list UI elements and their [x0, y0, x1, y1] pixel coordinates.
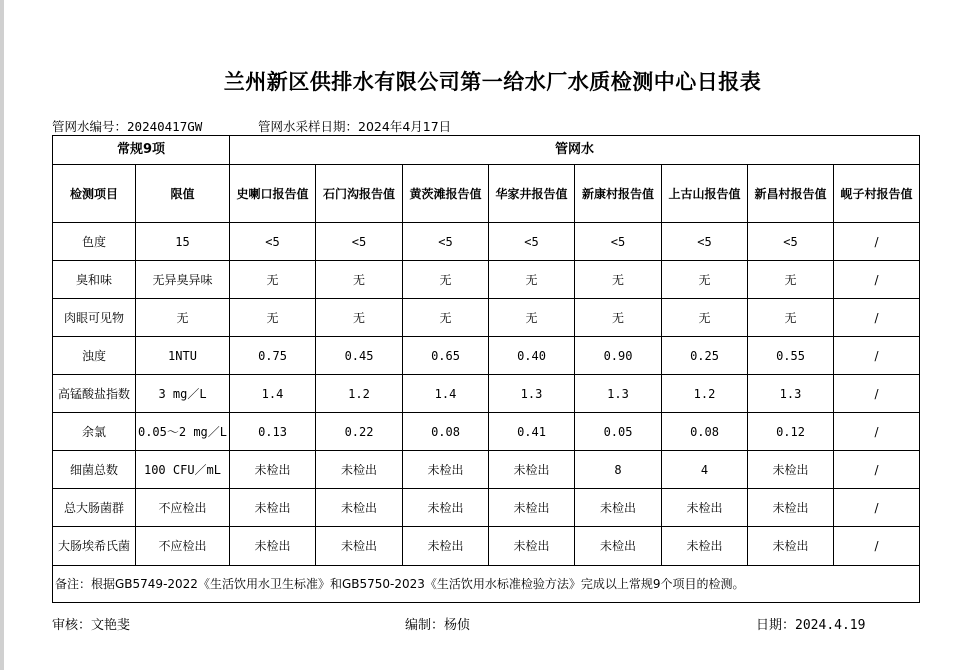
col-header-site: 上古山报告值 [662, 165, 748, 223]
footer-reviewer [52, 614, 130, 633]
row-value: 未检出 [662, 489, 748, 527]
table-row [53, 337, 920, 375]
row-value: / [834, 375, 920, 413]
row-value: / [834, 337, 920, 375]
row-item-name: 肉眼可见物 [53, 299, 136, 337]
editor-label: 编制： [405, 618, 445, 633]
row-value: 未检出 [316, 527, 403, 566]
row-value: 0.40 [489, 337, 575, 375]
row-value: 4 [662, 451, 748, 489]
row-value: 无 [748, 299, 834, 337]
row-value: / [834, 299, 920, 337]
row-value: / [834, 489, 920, 527]
editor-name: 杨侦 [444, 618, 471, 633]
row-value: 未检出 [403, 527, 489, 566]
row-value: 未检出 [489, 451, 575, 489]
row-limit: 不应检出 [136, 527, 230, 566]
row-value: 0.22 [316, 413, 403, 451]
row-value: 无 [662, 299, 748, 337]
col-header-site: 黄茨滩报告值 [403, 165, 489, 223]
row-item-name: 余氯 [53, 413, 136, 451]
row-value: / [834, 451, 920, 489]
row-value: 未检出 [403, 489, 489, 527]
row-value: 0.55 [748, 337, 834, 375]
row-value: <5 [403, 223, 489, 261]
row-value: 未检出 [575, 527, 662, 566]
row-item-name: 细菌总数 [53, 451, 136, 489]
row-value: 0.65 [403, 337, 489, 375]
row-value: 1.2 [316, 375, 403, 413]
col-header-site: 史喇口报告值 [230, 165, 316, 223]
report-date: 2024.4.19 [795, 618, 866, 633]
row-value: <5 [575, 223, 662, 261]
table-row [53, 413, 920, 451]
row-limit: 100 CFU／mL [136, 451, 230, 489]
row-value: / [834, 261, 920, 299]
date-label: 日期： [756, 618, 796, 633]
row-value: 无 [316, 261, 403, 299]
sample-date-value: 2024年4月17日 [358, 119, 452, 134]
row-value: 未检出 [316, 451, 403, 489]
row-value: 未检出 [403, 451, 489, 489]
row-value: / [834, 413, 920, 451]
row-value: 0.75 [230, 337, 316, 375]
row-value: 无 [575, 261, 662, 299]
group-header-routine: 常规9项 [53, 136, 230, 165]
water-quality-table [52, 135, 920, 603]
reviewer-label: 审核： [52, 618, 92, 633]
row-value: 无 [403, 261, 489, 299]
row-value: 无 [489, 299, 575, 337]
row-value: 无 [662, 261, 748, 299]
footer-date [756, 614, 865, 633]
footer-editor [405, 614, 470, 633]
row-value: 0.08 [403, 413, 489, 451]
row-value: 未检出 [489, 527, 575, 566]
row-value: / [834, 223, 920, 261]
row-limit: 不应检出 [136, 489, 230, 527]
sample-id [52, 117, 202, 135]
row-item-name: 浊度 [53, 337, 136, 375]
note-text: 备注：根据GB5749-2022《生活饮用水卫生标准》和GB5750-2023《生活饮用水标准检验方法》完成以上常规9个项目的检测。 [53, 566, 920, 603]
row-item-name: 总大肠菌群 [53, 489, 136, 527]
row-value: 未检出 [230, 489, 316, 527]
table-row [53, 527, 920, 566]
reviewer-name: 文艳斐 [91, 618, 131, 633]
page-edge [0, 0, 4, 670]
row-value: 未检出 [662, 527, 748, 566]
col-header-site: 石门沟报告值 [316, 165, 403, 223]
row-value: 未检出 [748, 489, 834, 527]
report-title: 兰州新区供排水有限公司第一给水厂水质检测中心日报表 [223, 69, 762, 94]
row-value: 未检出 [575, 489, 662, 527]
table-row [53, 451, 920, 489]
sample-date-label: 管网水采样日期： [258, 119, 359, 134]
row-value: 无 [489, 261, 575, 299]
row-value: 1.3 [489, 375, 575, 413]
row-limit: 1NTU [136, 337, 230, 375]
sample-date [258, 117, 451, 135]
row-item-name: 大肠埃希氏菌 [53, 527, 136, 566]
table-row [53, 489, 920, 527]
row-value: 无 [230, 261, 316, 299]
row-item-name: 臭和味 [53, 261, 136, 299]
row-item-name: 高锰酸盐指数 [53, 375, 136, 413]
row-value: 未检出 [316, 489, 403, 527]
row-value: 无 [230, 299, 316, 337]
row-value: 0.45 [316, 337, 403, 375]
note-row [53, 566, 920, 603]
row-limit: 0.05～2 mg／L [136, 413, 230, 451]
table-row [53, 261, 920, 299]
row-value: 未检出 [230, 527, 316, 566]
row-value: 0.25 [662, 337, 748, 375]
row-value: 无 [316, 299, 403, 337]
col-header-site: 华家井报告值 [489, 165, 575, 223]
row-value: 无 [575, 299, 662, 337]
row-value: <5 [489, 223, 575, 261]
row-value: 0.12 [748, 413, 834, 451]
group-header-pipe-water: 管网水 [230, 136, 920, 165]
row-value: <5 [748, 223, 834, 261]
row-value: 0.13 [230, 413, 316, 451]
row-value: <5 [230, 223, 316, 261]
row-value: 未检出 [230, 451, 316, 489]
row-limit: 15 [136, 223, 230, 261]
table-row [53, 299, 920, 337]
col-header-site: 新昌村报告值 [748, 165, 834, 223]
row-value: 0.05 [575, 413, 662, 451]
row-value: 1.3 [575, 375, 662, 413]
row-item-name: 色度 [53, 223, 136, 261]
row-value: 未检出 [489, 489, 575, 527]
row-value: 8 [575, 451, 662, 489]
row-value: 无 [748, 261, 834, 299]
row-value: 0.90 [575, 337, 662, 375]
table-row [53, 375, 920, 413]
row-value: 0.41 [489, 413, 575, 451]
row-value: / [834, 527, 920, 566]
row-value: 1.2 [662, 375, 748, 413]
table-row [53, 223, 920, 261]
row-value: 1.4 [230, 375, 316, 413]
row-value: 未检出 [748, 451, 834, 489]
row-limit: 无 [136, 299, 230, 337]
row-limit: 3 mg／L [136, 375, 230, 413]
row-value: 未检出 [748, 527, 834, 566]
col-header-limit: 限值 [136, 165, 230, 223]
col-header-item: 检测项目 [53, 165, 136, 223]
row-value: 1.4 [403, 375, 489, 413]
row-value: 无 [403, 299, 489, 337]
row-value: <5 [316, 223, 403, 261]
row-value: 1.3 [748, 375, 834, 413]
col-header-site: 新康村报告值 [575, 165, 662, 223]
sample-id-value: 20240417GW [127, 119, 203, 134]
row-value: 0.08 [662, 413, 748, 451]
col-header-site: 岘子村报告值 [834, 165, 920, 223]
row-value: <5 [662, 223, 748, 261]
sample-id-label: 管网水编号： [52, 119, 128, 134]
row-limit: 无异臭异味 [136, 261, 230, 299]
